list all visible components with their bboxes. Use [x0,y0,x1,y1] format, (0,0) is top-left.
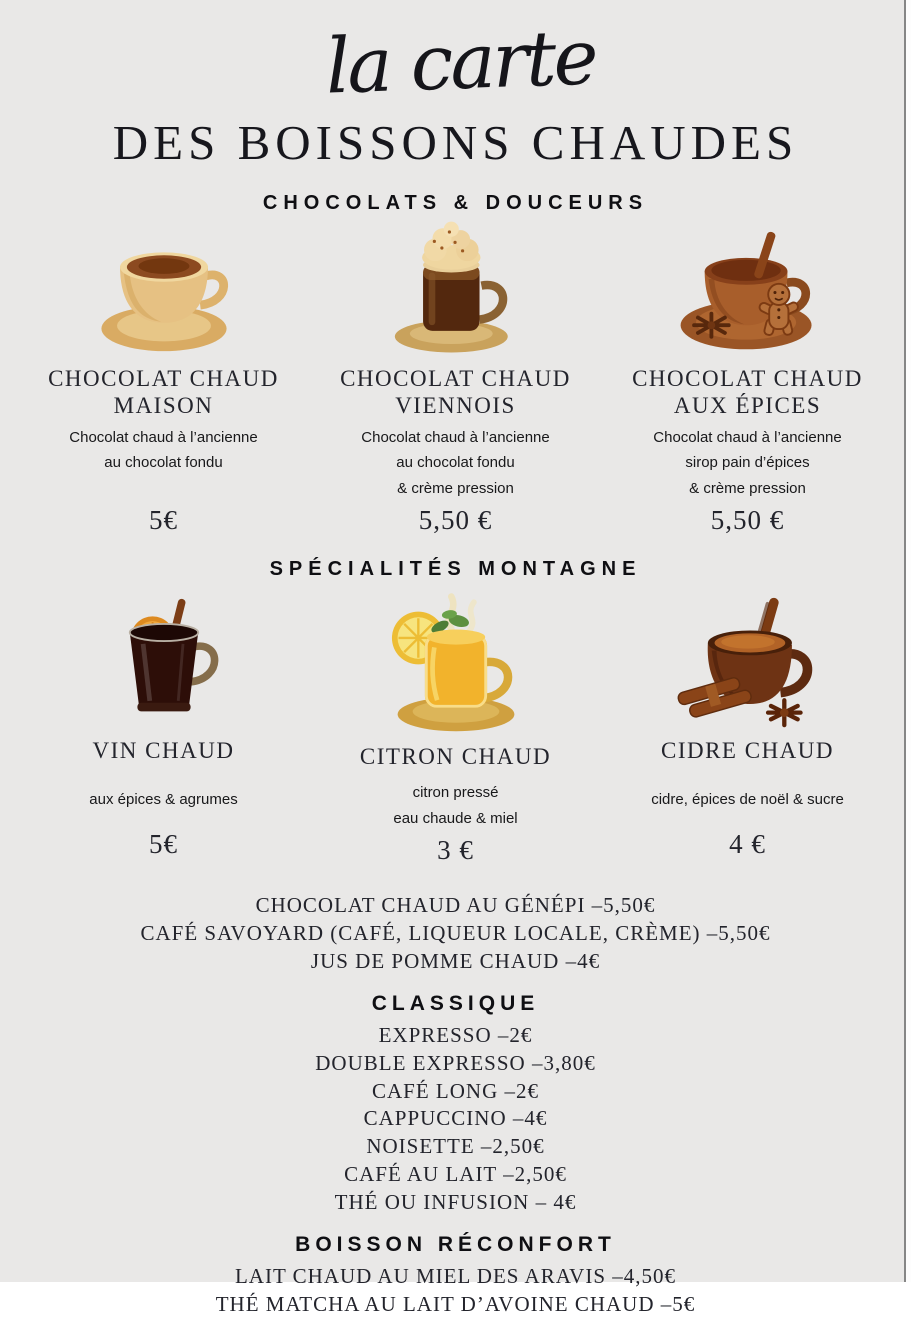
menu-line: CAFÉ LONG –2€ [371,1078,539,1103]
section-heading-reconfort: BOISSON RÉCONFORT [295,1233,616,1257]
item-price: 5,50 € [418,504,493,535]
desc-line: au chocolat fondu [104,454,223,472]
menu-line: THÉ MATCHA AU LAIT D’AVOINE CHAUD –5€ [215,1292,696,1317]
desc-line: sirop pain d’épices [685,454,810,472]
item-description [310,425,602,505]
menu-line: JUS DE POMME CHAUD –4€ [310,948,601,973]
classique-list [0,1022,911,1217]
hot-lemon-glass-icon [310,589,602,735]
desc-line: aux épices & agrumes [89,791,238,809]
menu-item-chocolat-epices [602,223,894,536]
item-name: CITRON CHAUD [359,743,552,769]
section-heading-chocolats: CHOCOLATS & DOUCEURS [262,191,649,214]
item-description [310,777,602,835]
spiced-cocoa-gingerbread-icon [602,223,894,357]
item-price: 5€ [149,504,178,535]
item-name: CHOCOLAT CHAUD VIENNOIS [340,365,571,419]
glass-mug-whipped-cream-icon [310,223,602,357]
item-price: 5,50 € [710,504,785,535]
mulled-wine-glass-icon [18,589,310,729]
script-title: la carte [324,12,597,111]
desc-line: cidre, épices de noël & sucre [651,791,844,809]
cream-cup-hot-chocolate-icon [18,223,310,357]
desc-line: eau chaude & miel [393,809,518,827]
reconfort-list [0,1263,911,1319]
menu-line: DOUBLE EXPRESSO –3,80€ [315,1050,596,1075]
item-price: 5€ [149,828,178,859]
item-price: 4 € [729,828,766,859]
item-name: CIDRE CHAUD [660,737,835,763]
desc-line: Chocolat chaud à l’ancienne [69,428,258,446]
menu-line: CAFÉ AU LAIT –2,50€ [344,1162,567,1187]
item-price: 3 € [437,834,474,865]
menu-item-cidre-chaud [602,589,894,866]
desc-line: & crème pression [689,479,806,497]
item-name: VIN CHAUD [92,737,235,763]
item-name: CHOCOLAT CHAUD AUX ÉPICES [632,365,863,419]
menu-line: CHOCOLAT CHAUD AU GÉNÉPI –5,50€ [255,892,656,917]
item-description [18,425,310,505]
desc-line: Chocolat chaud à l’ancienne [361,428,550,446]
item-description [18,771,310,829]
page-title: DES BOISSONS CHAUDES [112,115,799,170]
menu-item-citron-chaud [310,589,602,866]
menu-line: EXPRESSO –2€ [378,1022,533,1047]
item-name: CHOCOLAT CHAUD MAISON [48,365,279,419]
menu-item-vin-chaud [18,589,310,866]
menu-line: NOISETTE –2,50€ [366,1134,545,1159]
desc-line: & crème pression [397,479,514,497]
page-right-edge [904,0,911,1282]
desc-line: citron pressé [412,784,499,802]
menu-line: LAIT CHAUD AU MIEL DES ARAVIS –4,50€ [234,1264,677,1289]
items-row-montagne [0,589,911,866]
specialties-extra-list [0,892,911,976]
desc-line: Chocolat chaud à l’ancienne [653,428,842,446]
hot-cider-mug-icon [602,589,894,729]
menu-item-chocolat-viennois [310,223,602,536]
menu-line: CAFÉ SAVOYARD (CAFÉ, LIQUEUR LOCALE, CRÈME) –5,50€ [140,920,771,945]
section-heading-classique: CLASSIQUE [371,991,540,1015]
section-heading-montagne: SPÉCIALITÉS MONTAGNE [269,557,642,580]
items-row-chocolats [0,223,911,536]
desc-line: au chocolat fondu [396,454,515,472]
menu-line: CAPPUCCINO –4€ [363,1106,548,1131]
item-description [602,425,894,505]
menu-item-chocolat-maison [18,223,310,536]
item-description [602,771,894,829]
menu-line: THÉ OU INFUSION – 4€ [334,1190,577,1215]
